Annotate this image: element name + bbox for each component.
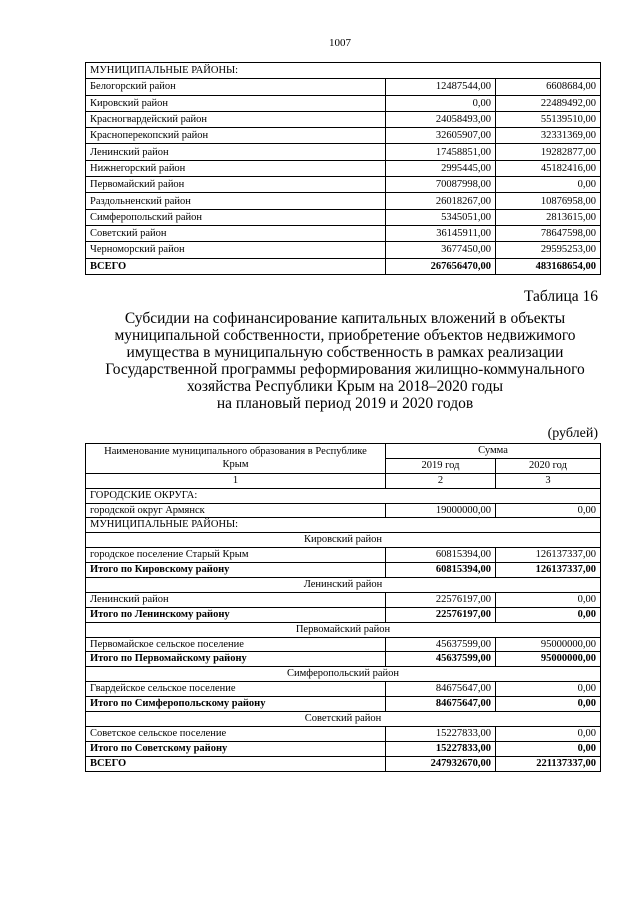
districts-table [85,62,601,275]
total-row [86,258,601,274]
value-2020: 0,00 [496,741,601,756]
value-2020: 0,00 [496,607,601,622]
entity-name: Итого по Симферопольскому району [86,697,386,712]
entity-name: Гвардейское сельское поселение [86,682,386,697]
value-2020: 10876958,00 [496,193,601,209]
value-2019: 26018267,00 [386,193,496,209]
section-label: МУНИЦИПАЛЬНЫЕ РАЙОНЫ: [86,518,601,533]
total-2020: 483168654,00 [496,258,601,274]
value-2019: 84675647,00 [386,682,496,697]
table-row [86,592,601,607]
entity-name: ВСЕГО [86,756,386,771]
value-2020: 78647598,00 [496,225,601,241]
value-2020: 0,00 [496,726,601,741]
value-2019: 17458851,00 [386,144,496,160]
district-header-row [86,578,601,593]
value-2019: 15227833,00 [386,741,496,756]
table-row [86,111,601,127]
table-number: Таблица 16 [523,288,598,305]
district-name: Симферопольский район [86,667,601,682]
value-2020: 126137337,00 [496,563,601,578]
total-row [86,741,601,756]
value-2020: 0,00 [496,697,601,712]
value-2019: 247932670,00 [386,756,496,771]
table-row [86,95,601,111]
total-row [86,756,601,771]
title-line: хозяйства Республики Крым на 2018–2020 годы [186,378,504,395]
header-row [86,444,601,459]
value-2019: 12487544,00 [386,79,496,95]
total-row [86,652,601,667]
district-name: Первомайский район [86,622,601,637]
value-2020: 55139510,00 [496,111,601,127]
district-name: Ленинский район [86,578,601,593]
table-title [85,310,605,412]
value-2020: 95000000,00 [496,637,601,652]
table-row [86,79,601,95]
section-label: ГОРОДСКИЕ ОКРУГА: [86,488,601,503]
value-2019: 5345051,00 [386,209,496,225]
district-name: Раздольненский район [86,193,386,209]
district-name: Симферопольский район [86,209,386,225]
value-2020: 6608684,00 [496,79,601,95]
section-label: МУНИЦИПАЛЬНЫЕ РАЙОНЫ: [86,63,601,79]
value-2019: 36145911,00 [386,225,496,241]
table-row [86,726,601,741]
value-2019: 45637599,00 [386,637,496,652]
total-row [86,697,601,712]
value-2020: 29595253,00 [496,242,601,258]
district-name: Белогорский район [86,79,386,95]
district-header-row [86,667,601,682]
total-row [86,563,601,578]
page-number: 1007 [329,37,351,49]
value-2019: 60815394,00 [386,548,496,563]
title-line: Государственной программы реформирования жилищно-коммунального [105,361,585,378]
entity-name: городской округ Армянск [86,503,386,518]
value-2020: 0,00 [496,682,601,697]
district-name: Кировский район [86,533,601,548]
value-2020: 0,00 [496,177,601,193]
value-2019: 70087998,00 [386,177,496,193]
district-name: Черноморский район [86,242,386,258]
district-name: Ленинский район [86,144,386,160]
entity-name: Итого по Ленинскому району [86,607,386,622]
header-name: Наименование муниципального образования в Республике Крым [86,444,386,474]
table-row [86,548,601,563]
entity-name: Первомайское сельское поселение [86,637,386,652]
table-row [86,682,601,697]
district-name: Кировский район [86,95,386,111]
column-number: 2 [386,473,496,488]
value-2020: 221137337,00 [496,756,601,771]
district-name: Нижнегорский район [86,160,386,176]
value-2020: 0,00 [496,592,601,607]
value-2020: 19282877,00 [496,144,601,160]
value-2020: 22489492,00 [496,95,601,111]
total-row [86,607,601,622]
table-row [86,177,601,193]
entity-name: Итого по Первомайскому району [86,652,386,667]
table-row [86,242,601,258]
entity-name: Итого по Кировскому району [86,563,386,578]
value-2019: 19000000,00 [386,503,496,518]
column-number: 1 [86,473,386,488]
table-row [86,503,601,518]
section-row [86,63,601,79]
entity-name: Ленинский район [86,592,386,607]
value-2020: 95000000,00 [496,652,601,667]
table-row [86,637,601,652]
district-header-row [86,622,601,637]
district-name: Красноперекопский район [86,128,386,144]
value-2019: 45637599,00 [386,652,496,667]
title-line: Субсидии на софинансирование капитальных вложений в объекты [124,310,566,327]
value-2020: 2813615,00 [496,209,601,225]
table-row [86,225,601,241]
table-row [86,160,601,176]
value-2019: 2995445,00 [386,160,496,176]
value-2019: 24058493,00 [386,111,496,127]
district-name: Советский район [86,225,386,241]
section-row [86,518,601,533]
table-row [86,128,601,144]
value-2019: 84675647,00 [386,697,496,712]
entity-name: Советское сельское поселение [86,726,386,741]
value-2020: 45182416,00 [496,160,601,176]
subsidies-table [85,443,601,772]
unit-label: (рублей) [547,426,598,441]
table-row [86,193,601,209]
total-label: ВСЕГО [86,258,386,274]
district-name: Красногвардейский район [86,111,386,127]
district-header-row [86,712,601,727]
value-2019: 60815394,00 [386,563,496,578]
value-2019: 32605907,00 [386,128,496,144]
header-sum: Сумма [386,444,601,459]
district-name: Первомайский район [86,177,386,193]
table-row [86,144,601,160]
value-2019: 22576197,00 [386,607,496,622]
value-2019: 0,00 [386,95,496,111]
title-line: на плановый период 2019 и 2020 годов [216,395,474,412]
entity-name: Итого по Советскому району [86,741,386,756]
value-2019: 3677450,00 [386,242,496,258]
value-2020: 32331369,00 [496,128,601,144]
district-header-row [86,533,601,548]
title-line: муниципальной собственности, приобретение объектов недвижимого [114,327,576,344]
table-row [86,209,601,225]
value-2020: 126137337,00 [496,548,601,563]
title-line: имущества в муниципальную собственность в рамках реализации [126,344,564,361]
header-2020: 2020 год [496,458,601,473]
column-number-row [86,473,601,488]
value-2020: 0,00 [496,503,601,518]
column-number: 3 [496,473,601,488]
value-2019: 22576197,00 [386,592,496,607]
header-2019: 2019 год [386,458,496,473]
entity-name: городское поселение Старый Крым [86,548,386,563]
value-2019: 15227833,00 [386,726,496,741]
district-name: Советский район [86,712,601,727]
total-2019: 267656470,00 [386,258,496,274]
section-row [86,488,601,503]
